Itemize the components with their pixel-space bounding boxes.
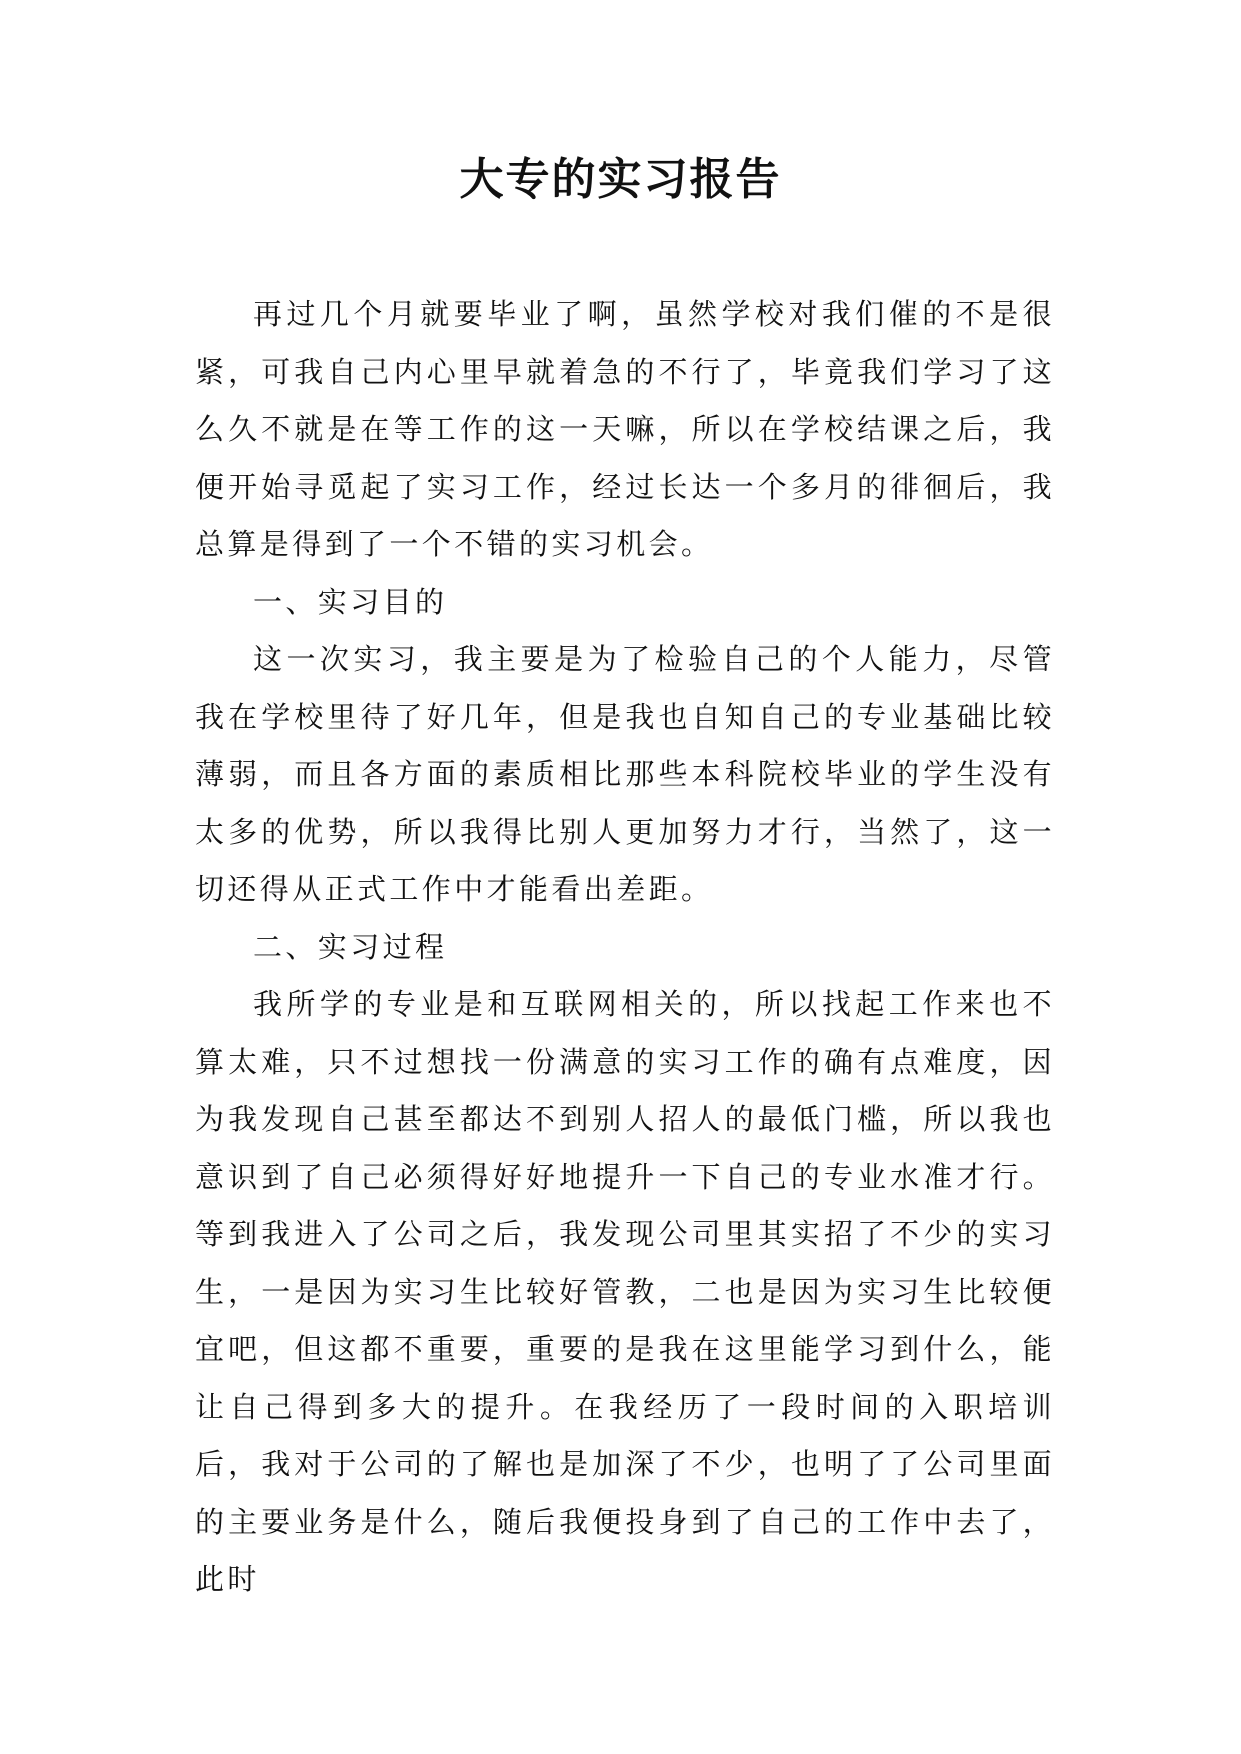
document-body	[195, 286, 1055, 1609]
document-title: 大专的实习报告	[459, 154, 782, 205]
process-paragraph: 我所学的专业是和互联网相关的，所以找起工作来也不算太难，只不过想找一份满意的实习工作的确有点难度，因为我发现自己甚至都达不到别人招人的最低门槛，所以我也意识到了自己必须得好好地提升一下自己的专业水准才行。等到我进入了公司之后，我发现公司里其实招了不少的实习生，一是因为实习生比较好管教，二也是因为实习生比较便宜吧，但这都不重要，重要的是我在这里能学习到什么，能让自己得到多大的提升。在我经历了一段时间的入职培训后，我对于公司的了解也是加深了不少，也明了了公司里面的主要业务是什么，随后我便投身到了自己的工作中去了，此时	[195, 987, 1055, 1596]
purpose-paragraph: 这一次实习，我主要是为了检验自己的个人能力，尽管我在学校里待了好几年，但是我也自知自己的专业基础比较薄弱，而且各方面的素质相比那些本科院校毕业的学生没有太多的优势，所以我得比别人更加努力才行，当然了，这一切还得从正式工作中才能看出差距。	[195, 642, 1055, 906]
section-heading-process: 二、实习过程	[253, 929, 448, 964]
section-heading-purpose: 一、实习目的	[253, 584, 448, 619]
intro-paragraph: 再过几个月就要毕业了啊，虽然学校对我们催的不是很紧，可我自己内心里早就着急的不行了，毕竟我们学习了这么久不就是在等工作的这一天嘛，所以在学校结课之后，我便开始寻觅起了实习工作，经过长达一个多月的徘徊后，我总算是得到了一个不错的实习机会。	[195, 297, 1055, 561]
